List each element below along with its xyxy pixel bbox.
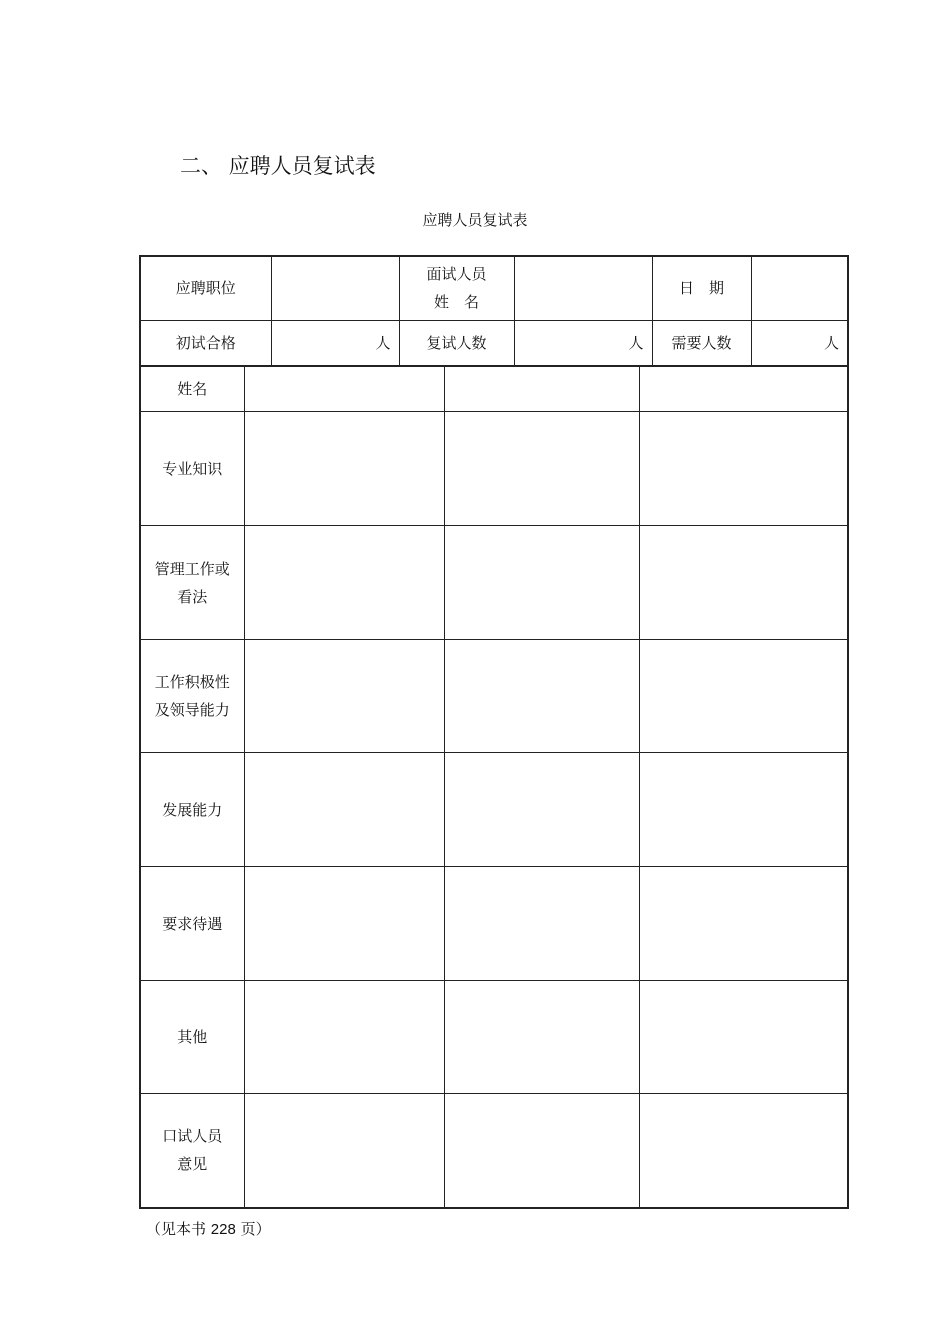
candidate-cell-1[interactable] xyxy=(244,867,444,981)
row-label-management-views xyxy=(140,526,244,640)
candidate-cell-3[interactable] xyxy=(639,526,848,640)
candidate-cell-3[interactable] xyxy=(639,1094,848,1208)
row-label-initiative-leadership xyxy=(140,640,244,753)
footnote-page-number: 228 xyxy=(210,1221,236,1238)
candidate-cell-1[interactable] xyxy=(244,526,444,640)
table-row xyxy=(140,640,848,753)
candidate-cell-3[interactable] xyxy=(639,753,848,867)
table-row xyxy=(140,867,848,981)
table-row xyxy=(140,981,848,1094)
section-heading: 二、 应聘人员复试表 xyxy=(180,154,376,178)
candidate-cell-2[interactable] xyxy=(444,1094,639,1208)
row-label-line1: 口试人员 xyxy=(162,1127,223,1146)
row-label-line2: 意见 xyxy=(177,1155,208,1174)
row-label-development xyxy=(140,753,244,867)
candidate-cell-1[interactable] xyxy=(244,753,444,867)
candidate-cell-3[interactable] xyxy=(639,981,848,1094)
table-row xyxy=(140,526,848,640)
table-row xyxy=(140,366,848,412)
interviewer-value-cell[interactable] xyxy=(514,256,652,320)
candidate-cell-3[interactable] xyxy=(639,366,848,412)
row-label-line1: 管理工作或 xyxy=(154,559,230,578)
candidate-cell-2[interactable] xyxy=(444,412,639,526)
position-value-cell[interactable] xyxy=(271,256,399,320)
candidate-cell-3[interactable] xyxy=(639,867,848,981)
interviewer-label-line1: 面试人员 xyxy=(426,265,487,284)
date-value-cell[interactable] xyxy=(751,256,848,320)
row-label-line2: 看法 xyxy=(177,587,208,606)
row-label-line1: 专业知识 xyxy=(162,459,223,478)
candidate-cell-2[interactable] xyxy=(444,366,639,412)
row-label-line1: 姓名 xyxy=(177,379,208,398)
row-label-salary xyxy=(140,867,244,981)
row-label-line1: 其他 xyxy=(177,1028,208,1046)
need-count-label: 需要人数 xyxy=(652,320,751,366)
date-label: 日 期 xyxy=(652,256,751,320)
interviewer-label-line2: 姓 名 xyxy=(433,293,479,312)
table-row xyxy=(140,412,848,526)
row-label-other xyxy=(140,981,244,1094)
table-row xyxy=(140,1094,848,1208)
row-label-line1: 工作积极性 xyxy=(154,673,230,691)
candidate-cell-1[interactable] xyxy=(244,412,444,526)
candidate-cell-1[interactable] xyxy=(244,1094,444,1208)
footnote-suffix: 页） xyxy=(240,1220,271,1238)
second-count-unit[interactable]: 人 xyxy=(514,320,652,366)
first-pass-label: 初试合格 xyxy=(140,320,271,366)
row-label-oral-opinion xyxy=(140,1094,244,1208)
candidate-cell-1[interactable] xyxy=(244,981,444,1094)
evaluation-table xyxy=(139,365,849,1209)
table-row xyxy=(140,753,848,867)
candidate-cell-3[interactable] xyxy=(639,412,848,526)
header-table xyxy=(139,255,849,367)
row-label-line1: 要求待遇 xyxy=(162,914,223,933)
row-label-line1: 发展能力 xyxy=(162,800,223,819)
candidate-cell-2[interactable] xyxy=(444,867,639,981)
candidate-cell-1[interactable] xyxy=(244,640,444,753)
candidate-cell-2[interactable] xyxy=(444,526,639,640)
footnote-prefix: （见本书 xyxy=(146,1220,207,1238)
position-label: 应聘职位 xyxy=(140,256,271,320)
table-caption: 应聘人员复试表 xyxy=(422,211,528,229)
row-label-expertise xyxy=(140,412,244,526)
page-reference-note xyxy=(146,1218,271,1239)
second-count-label: 复试人数 xyxy=(399,320,514,366)
row-label-name xyxy=(140,366,244,412)
candidate-cell-2[interactable] xyxy=(444,753,639,867)
candidate-cell-2[interactable] xyxy=(444,640,639,753)
row-label-line2: 及领导能力 xyxy=(154,701,230,719)
candidate-cell-1[interactable] xyxy=(244,366,444,412)
first-pass-unit[interactable]: 人 xyxy=(271,320,399,366)
interviewer-label xyxy=(399,256,514,320)
candidate-cell-3[interactable] xyxy=(639,640,848,753)
candidate-cell-2[interactable] xyxy=(444,981,639,1094)
need-count-unit[interactable]: 人 xyxy=(751,320,848,366)
